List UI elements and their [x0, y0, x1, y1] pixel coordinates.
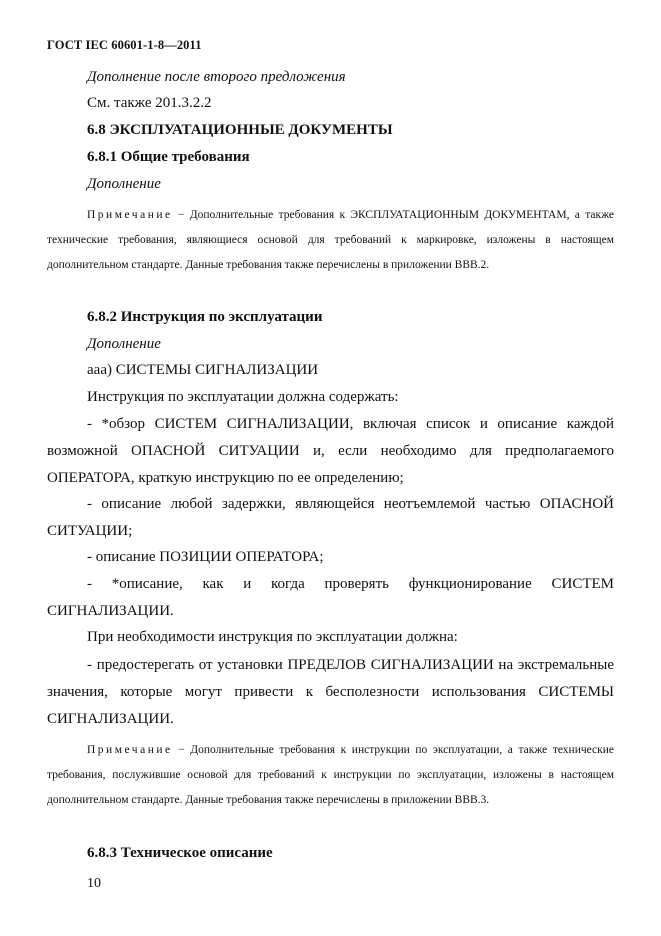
note-2-label: Примечание [87, 744, 173, 756]
section-6-8-1-heading: 6.8.1 Общие требования [87, 149, 250, 165]
section-6-8-2-heading: 6.8.2 Инструкция по эксплуатации [87, 309, 323, 325]
see-also-reference: См. также 201.3.2.2 [87, 95, 212, 111]
section-6-8-heading: 6.8 ЭКСПЛУАТАЦИОННЫЕ ДОКУМЕНТЫ [87, 122, 393, 138]
bullet-overview: - *обзор СИСТЕМ СИГНАЛИЗАЦИИ, включая список и описание каждой возможной ОПАСНОЙ СИТУАЦИИ и, если необходимо для предполагаемого ОПЕРАТОРА, краткую инструкцию по ее определению; [47, 416, 614, 486]
page-number: 10 [87, 876, 101, 891]
note-1-text: − Дополнительные требования к ЭКСПЛУАТАЦИОННЫМ ДОКУМЕНТАМ, а также технические требования, являющиеся основой для требований к маркировке, изложены в настоящем дополнительном стандарте. Данные требования также перечислены в приложении ВВВ.2. [47, 209, 614, 271]
bullet-delay: - описание любой задержки, являющейся неотъемлемой частью ОПАСНОЙ СИТУАЦИИ; [47, 496, 614, 539]
addition-label-1: Дополнение [87, 176, 161, 192]
addition-label-2: Дополнение [87, 336, 161, 352]
note-2-text: − Дополнительные требования к инструкции по эксплуатации, а также технические требования, послужившие основой для требований к инструкции по эксплуатации, изложены в настоящем дополнительном стандарте. Данные требования также перечислены в приложении ВВВ.3. [47, 744, 614, 806]
if-necessary-intro: При необходимости инструкция по эксплуатации должна: [87, 629, 458, 645]
bullet-check-function: - *описание, как и когда проверять функционирование СИСТЕМ СИГНАЛИЗАЦИИ. [47, 576, 614, 619]
note-1-label: Примечание [87, 209, 173, 221]
note-1 [47, 203, 614, 278]
standard-header: ГОСТ IEC 60601-1-8—2011 [47, 38, 202, 52]
note-2 [47, 738, 614, 813]
section-6-8-3-heading: 6.8.3 Техническое описание [87, 845, 273, 861]
bullet-operator-position: - описание ПОЗИЦИИ ОПЕРАТОРА; [87, 549, 324, 565]
bullet-warn-limits: - предостерегать от установки ПРЕДЕЛОВ СИГНАЛИЗАЦИИ на экстремальные значения, которые могут привести к бесполезности использования СИСТЕМЫ СИГНАЛИЗАЦИИ. [47, 657, 614, 727]
item-aaa: aaa) СИСТЕМЫ СИГНАЛИЗАЦИИ [87, 362, 319, 378]
must-contain-intro: Инструкция по эксплуатации должна содержать: [87, 389, 399, 405]
addition-after-second-sentence: Дополнение после второго предложения [87, 69, 346, 85]
